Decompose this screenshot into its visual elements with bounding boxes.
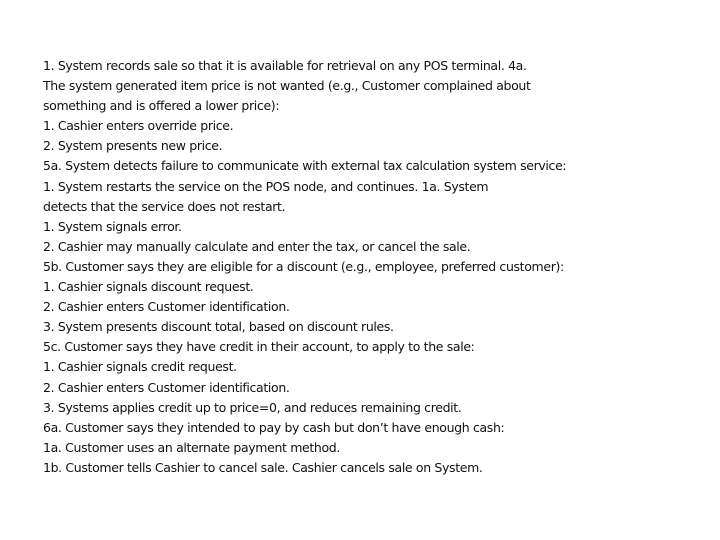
text-line: 5b. Customer says they are eligible for a discount (e.g., employee, preferred customer):: [43, 258, 564, 274]
text-line: 1. System records sale so that it is available for retrieval on any POS terminal. 4a.: [43, 58, 527, 73]
text-line: 3. System presents discount total, based on discount rules.: [43, 319, 394, 335]
text-line: 1. System signals error.: [43, 218, 182, 234]
text-line: 1. Cashier signals credit request.: [43, 359, 237, 375]
text-line: detects that the service does not restart.: [43, 198, 286, 214]
text-line: 2. Cashier may manually calculate and enter the tax, or cancel the sale.: [43, 238, 471, 254]
text-line: 3. Systems applies credit up to price=0, and reduces remaining credit.: [43, 399, 462, 415]
text-line: 5c. Customer says they have credit in their account, to apply to the sale:: [43, 339, 475, 355]
text-line: The system generated item price is not wanted (e.g., Customer complained about: [43, 78, 531, 94]
text-line: 2. Cashier enters Customer identification.: [43, 299, 290, 315]
text-line: 1. Cashier signals discount request.: [43, 279, 254, 295]
text-line: 1. System restarts the service on the POS node, and continues. 1a. System: [43, 178, 489, 194]
text-line: 6a. Customer says they intended to pay by cash but don’t have enough cash:: [43, 419, 505, 435]
text-line: 1b. Customer tells Cashier to cancel sale. Cashier cancels sale on System.: [43, 459, 483, 475]
text-line: something and is offered a lower price):: [43, 98, 280, 114]
text-line: 1a. Customer uses an alternate payment method.: [43, 439, 341, 455]
text-line: 1. Cashier enters override price.: [43, 118, 234, 134]
text-line: 2. Cashier enters Customer identification.: [43, 379, 290, 395]
use-case-extensions-text: [43, 56, 683, 478]
text-line: 5a. System detects failure to communicate with external tax calculation system service:: [43, 158, 567, 174]
text-line: 2. System presents new price.: [43, 138, 223, 154]
